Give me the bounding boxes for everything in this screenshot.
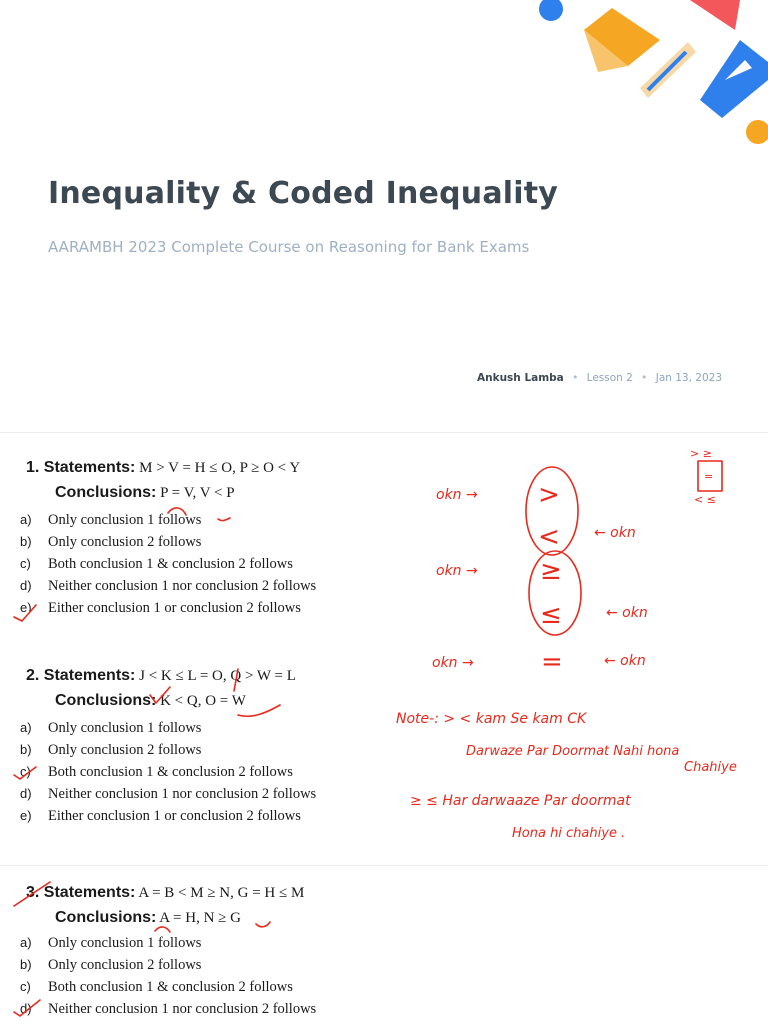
hw-note: Darwaze Par Doormat Nahi hona [466, 744, 680, 759]
statement-text: J < K ≤ L = O, Q > W = L [139, 668, 296, 684]
separator-dot: • [641, 372, 648, 384]
conclusion-text: K < Q, O = W [160, 693, 246, 709]
hw-label: okn → [432, 655, 474, 671]
fountain-pen-icon [700, 40, 768, 118]
hw-note: Note-: > < kam Se kam CK [396, 711, 587, 727]
hw-label: ← okn [594, 525, 636, 541]
option-c: c) Both conclusion 1 & conclusion 2 follows [20, 556, 293, 572]
option-a: a) Only conclusion 1 follows [20, 512, 202, 528]
option-b: b) Only conclusion 2 follows [20, 957, 202, 973]
underline-mark [238, 705, 280, 716]
option-d: d) Neither conclusion 1 nor conclusion 2 follows [20, 1001, 317, 1017]
hw-label: ← okn [604, 653, 646, 669]
svg-text:≤: ≤ [540, 600, 562, 630]
hw-note: Chahiye [684, 760, 737, 775]
option-e: e) Either conclusion 1 or conclusion 2 follows [20, 600, 301, 616]
conclusion-label: Conclusions: [55, 484, 157, 501]
statement-label: 3. Statements: [26, 884, 136, 901]
option-c: c) Both conclusion 1 & conclusion 2 follows [20, 979, 293, 995]
stationery-decoration [0, 0, 768, 150]
question-page-1 [0, 433, 768, 866]
conclusion-label: Conclusions: [55, 692, 157, 709]
svg-text:=: = [541, 647, 563, 677]
conclusion-label: Conclusions: [55, 909, 157, 926]
strike-mark [168, 508, 186, 515]
hw-label: okn → [436, 563, 478, 579]
slash-mark [234, 669, 238, 691]
title-slide [0, 0, 768, 433]
blue-dot-decoration [539, 0, 563, 21]
conclusion-text: P = V, V < P [160, 485, 235, 501]
author-name: Ankush Lamba [477, 372, 564, 384]
slide-meta [477, 372, 722, 384]
slide-subtitle: AARAMBH 2023 Complete Course on Reasoning for Bank Exams [48, 238, 530, 256]
hw-label: okn → [436, 487, 478, 503]
red-shape-decoration [690, 0, 740, 30]
slide-title: Inequality & Coded Inequality [48, 176, 559, 211]
handwritten-annotations [0, 433, 768, 865]
hw-label: ← okn [606, 605, 648, 621]
hw-symbols: > ≥ [690, 447, 712, 460]
statement-text: M > V = H ≤ O, P ≥ O < Y [139, 460, 301, 476]
statement-label: 1. Statements: [26, 459, 136, 476]
underline-mark [218, 518, 230, 521]
svg-text:=: = [704, 470, 714, 483]
hw-note: ≥ ≤ Har darwaaze Par doormat [410, 793, 631, 809]
hw-symbols: < ≤ [694, 493, 716, 506]
option-e: e) Either conclusion 1 or conclusion 2 follows [20, 808, 301, 824]
question-page-2 [0, 866, 768, 1024]
statement-text: A = B < M ≥ N, G = H ≤ M [138, 885, 305, 901]
separator-dot: • [572, 372, 579, 384]
handwritten-annotations [0, 866, 768, 1024]
svg-text:<: < [538, 522, 560, 552]
strike-mark [155, 927, 170, 932]
option-d: d) Neither conclusion 1 nor conclusion 2 follows [20, 578, 317, 594]
option-d: d) Neither conclusion 1 nor conclusion 2 follows [20, 786, 317, 802]
tick-mark [14, 767, 36, 779]
tick-mark [14, 1000, 40, 1016]
option-c: c) Both conclusion 1 & conclusion 2 follows [20, 764, 293, 780]
option-b: b) Only conclusion 2 follows [20, 742, 202, 758]
svg-text:>: > [538, 480, 560, 510]
option-a: a) Only conclusion 1 follows [20, 935, 202, 951]
tick-mark [14, 605, 36, 621]
tick-mark [150, 687, 170, 703]
hw-note: Hona hi chahiye . [512, 826, 626, 841]
lesson-label: Lesson 2 [586, 372, 633, 384]
lesson-date: Jan 13, 2023 [655, 372, 722, 384]
conclusion-text: A = H, N ≥ G [159, 910, 241, 926]
orange-dot-decoration [746, 120, 768, 144]
cross-mark [256, 922, 270, 927]
option-a: a) Only conclusion 1 follows [20, 720, 202, 736]
svg-text:≥: ≥ [540, 556, 562, 586]
statement-label: 2. Statements: [26, 667, 136, 684]
strike-mark [14, 882, 50, 906]
option-b: b) Only conclusion 2 follows [20, 534, 202, 550]
pen-stroke-decoration [648, 52, 686, 90]
